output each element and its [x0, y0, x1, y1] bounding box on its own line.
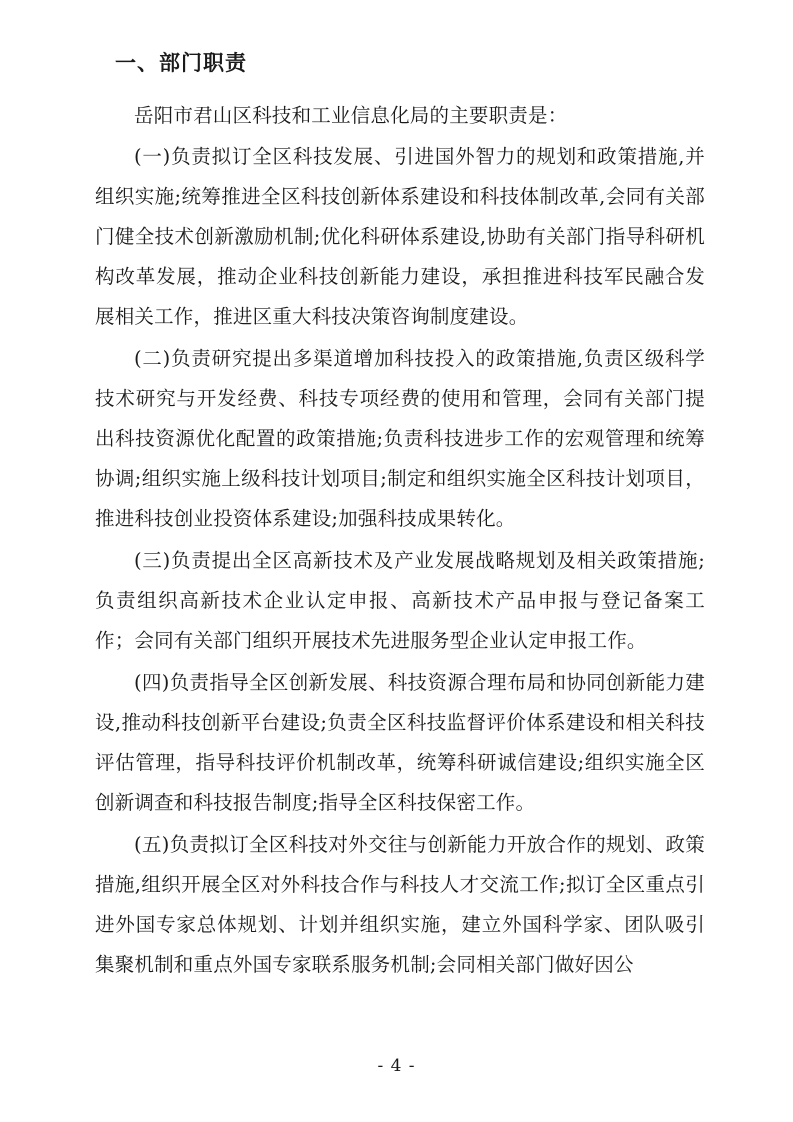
paragraph-intro: 岳阳市君山区科技和工业信息化局的主要职责是： [134, 103, 568, 127]
document-body [95, 48, 705, 987]
paragraph-item-5: (五)负责拟订全区科技对外交往与创新能力开放合作的规划、政策措施,组织开展全区对外科技合作与科技人才交流工作;拟订全区重点引进外国专家总体规划、计划并组织实施，建立外国科学家、团队吸引集聚机制和重点外国专家联系服务机制;会同相关部门做好因公 [95, 832, 705, 976]
paragraph-item-3: (三)负责提出全区高新技术及产业发展战略规划及相关政策措施;负责组织高新技术企业认定申报、高新技术产品申报与登记备案工作；会同有关部门组织开展技术先进服务型企业认定申报工作。 [95, 549, 705, 653]
paragraph-item-4: (四)负责指导全区创新发展、科技资源合理布局和协同创新能力建设,推动科技创新平台建设;负责全区科技监督评价体系建设和相关科技评估管理，指导科技评价机制改革，统筹科研诚信建设;组织实施全区创新调查和科技报告制度;指导全区科技保密工作。 [95, 671, 705, 814]
paragraph-item-1: (一)负责拟订全区科技发展、引进国外智力的规划和政策措施,并组织实施;统筹推进全区科技创新体系建设和科技体制改革,会同有关部门健全技术创新激励机制;优化科研体系建设,协助有关部门指导科研机构改革发展，推动企业科技创新能力建设，承担推进科技军民融合发展相关工作，推进区重大科技决策咨询制度建设。 [95, 145, 705, 329]
section-heading: 一、部门职责 [115, 51, 247, 75]
page-number: - 4 - [377, 1056, 416, 1076]
paragraph-item-2: (二)负责研究提出多渠道增加科技投入的政策措施,负责区级科学技术研究与开发经费、科技专项经费的使用和管理，会同有关部门提出科技资源优化配置的政策措施;负责科技进步工作的宏观管理和统筹协调;组织实施上级科技计划项目;制定和组织实施全区科技计划项目，推进科技创业投资体系建设;加强科技成果转化。 [95, 347, 705, 531]
